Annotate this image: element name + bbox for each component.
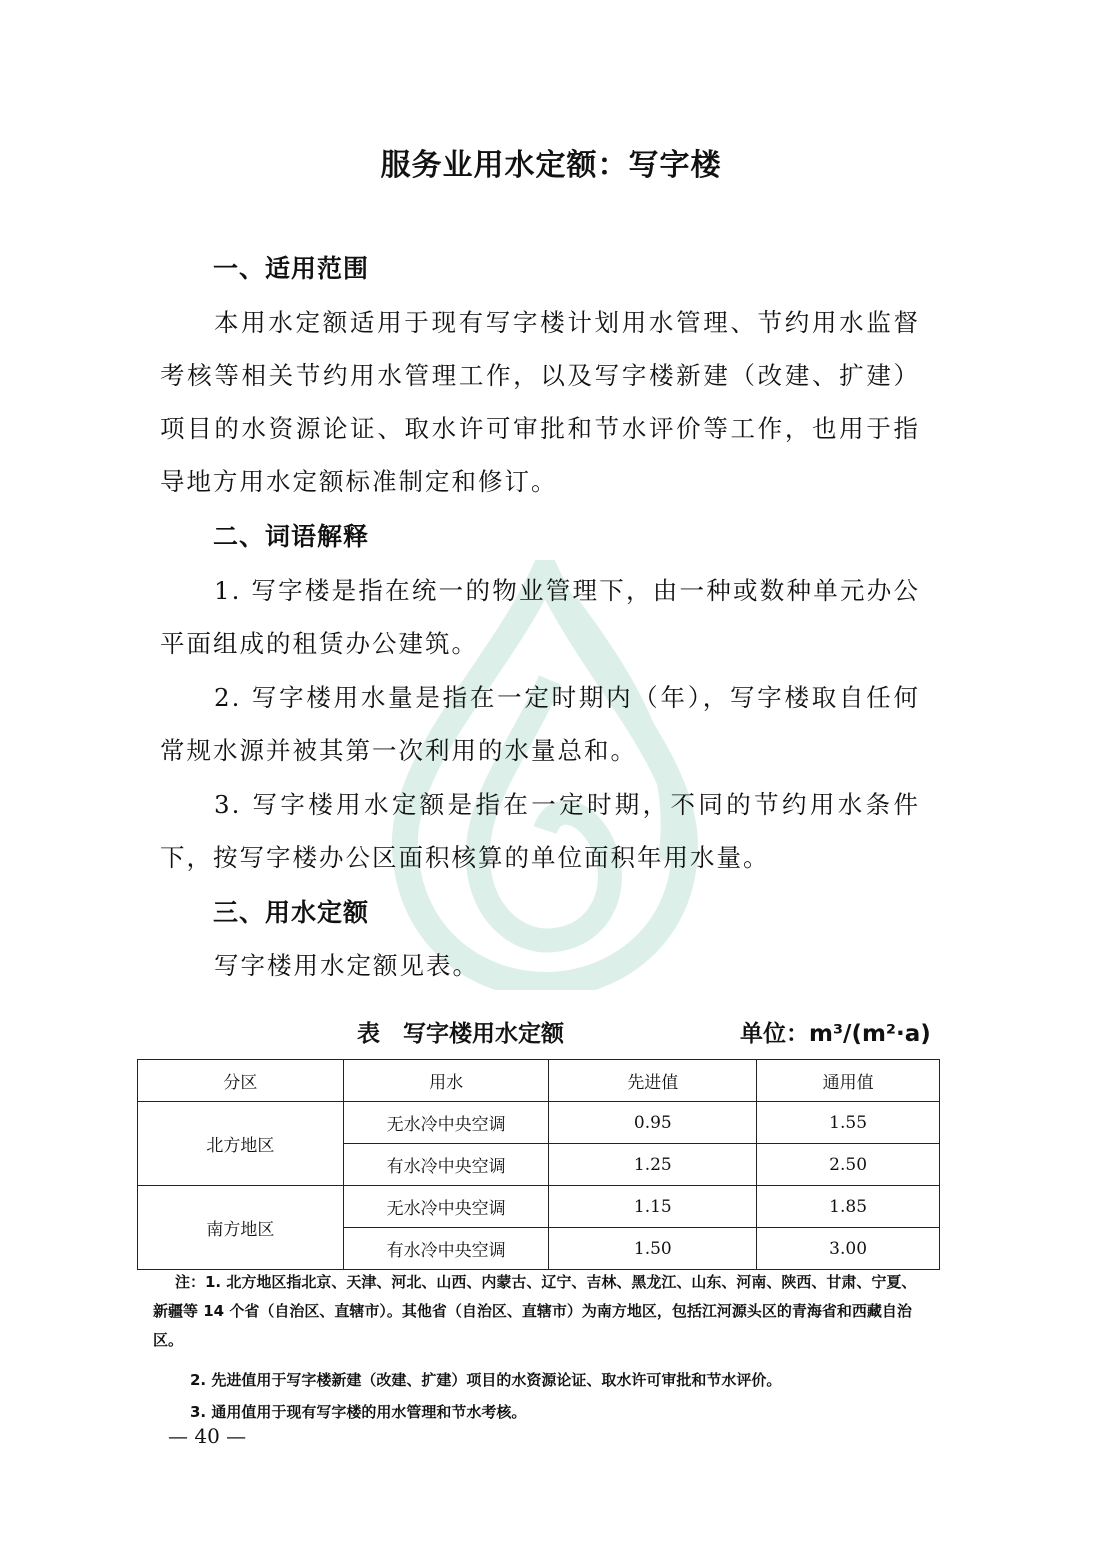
region-cell: 北方地区 [138, 1102, 344, 1186]
term-definition-1: 1. 写字楼是指在统一的物业管理下，由一种或数种单元办公平面组成的租赁办公建筑。 [160, 576, 920, 658]
general-value-cell: 2.50 [757, 1144, 940, 1186]
page-title: 服务业用水定额：写字楼 [380, 148, 722, 183]
table-header-cell: 通用值 [757, 1060, 940, 1102]
scope-paragraph: 本用水定额适用于现有写字楼计划用水管理、节约用水监督考核等相关节约用水管理工作，以及写字楼新建（改建、扩建）项目的水资源论证、取水许可审批和节水评价等工作，也用于指导地方用水定额标准制定和修订。 [160, 308, 920, 496]
table-caption: 表 写字楼用水定额 [357, 1021, 564, 1047]
quota-paragraph: 写字楼用水定额见表。 [214, 951, 479, 980]
page-number: — 40 — [168, 1424, 247, 1448]
table-row [138, 1186, 940, 1228]
advanced-value-cell: 0.95 [549, 1102, 757, 1144]
table-note-1: 注：1. 北方地区指北京、天津、河北、山西、内蒙古、辽宁、吉林、黑龙江、山东、河南、陕西、甘肃、宁夏、新疆等 14 个省（自治区、直辖市）。其他省（自治区、直辖市）为南方地区，包括江河源头区的青海省和西藏自治区。 [153, 1273, 917, 1349]
general-value-cell: 3.00 [757, 1228, 940, 1270]
table-unit: 单位：m³/(m²·a) [740, 1021, 931, 1047]
section-heading-terms: 二、词语解释 [213, 522, 370, 551]
advanced-value-cell: 1.50 [549, 1228, 757, 1270]
advanced-value-cell: 1.15 [549, 1186, 757, 1228]
use-cell: 有水冷中央空调 [343, 1228, 549, 1270]
table-header-cell: 分区 [138, 1060, 344, 1102]
use-cell: 无水冷中央空调 [343, 1186, 549, 1228]
table-row [138, 1102, 940, 1144]
general-value-cell: 1.85 [757, 1186, 940, 1228]
region-cell: 南方地区 [138, 1186, 344, 1270]
table-note-2: 2. 先进值用于写字楼新建（改建、扩建）项目的水资源论证、取水许可审批和节水评价。 [190, 1371, 782, 1389]
table-header-cell: 用水 [343, 1060, 549, 1102]
term-definition-2: 2. 写字楼用水量是指在一定时期内（年），写字楼取自任何常规水源并被其第一次利用的水量总和。 [160, 683, 920, 765]
table-note-3: 3. 通用值用于现有写字楼的用水管理和节水考核。 [190, 1403, 527, 1421]
term-definition-3: 3. 写字楼用水定额是指在一定时期，不同的节约用水条件下，按写字楼办公区面积核算的单位面积年用水量。 [160, 790, 920, 872]
water-quota-table [137, 1059, 940, 1270]
section-heading-scope: 一、适用范围 [213, 254, 370, 283]
use-cell: 无水冷中央空调 [343, 1102, 549, 1144]
general-value-cell: 1.55 [757, 1102, 940, 1144]
advanced-value-cell: 1.25 [549, 1144, 757, 1186]
use-cell: 有水冷中央空调 [343, 1144, 549, 1186]
section-heading-quota: 三、用水定额 [213, 898, 370, 927]
table-header-row [138, 1060, 940, 1102]
table-header-cell: 先进值 [549, 1060, 757, 1102]
